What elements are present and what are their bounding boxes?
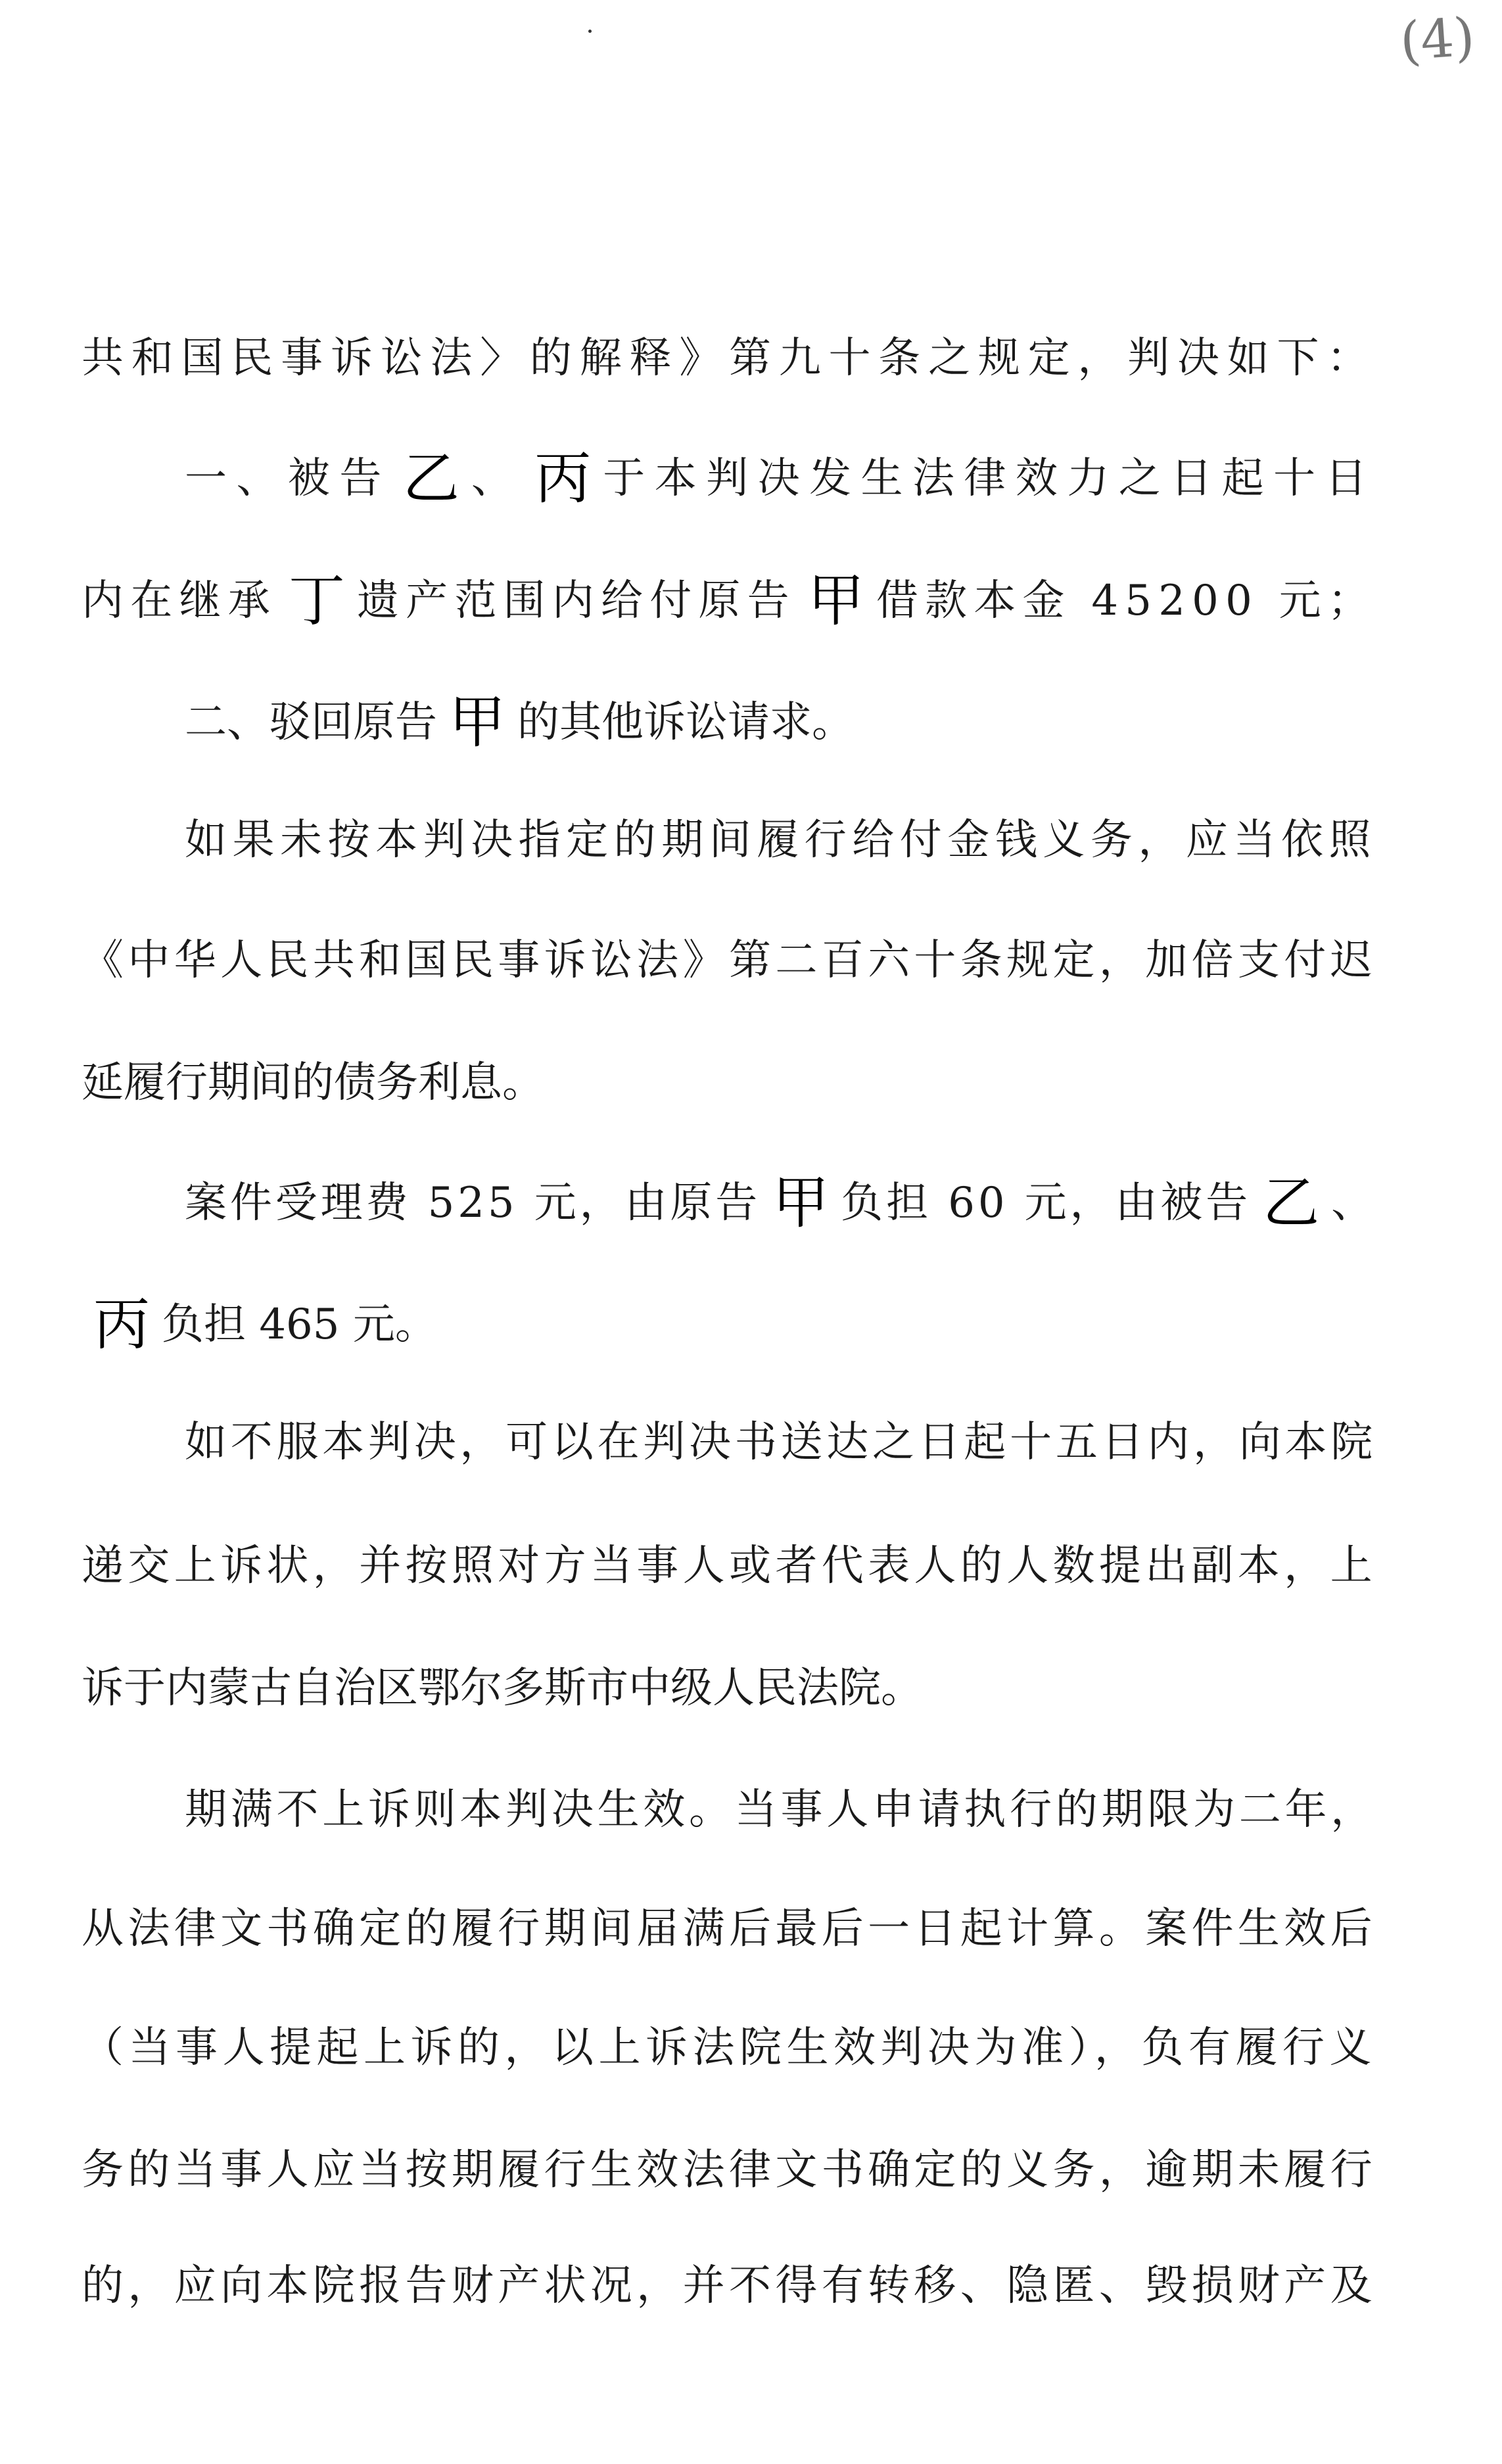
text-segment: （当事人提起上诉的，以上诉法院生效判决为准），负有履行义 [82, 2024, 1376, 2072]
text-line [82, 565, 1376, 637]
text-line [82, 1289, 437, 1361]
text-segment: 《中华人民共和国民事诉讼法》第二百六十条规定，加倍支付迟 [82, 936, 1376, 985]
text-segment: 案件受理费 525 元，由原告 [185, 1179, 761, 1227]
text-segment: 于本判决发生法律效力之日起十日 [603, 454, 1377, 503]
redacted-party-name: 丙 [523, 442, 603, 515]
text-segment: 的，应向本院报告财产状况，并不得有转移、隐匿、毁损财产及 [82, 2262, 1376, 2310]
text-segment: 、 [1331, 1179, 1377, 1227]
text-line [82, 1652, 923, 1724]
text-segment: 共和国民事诉讼法〉的解释》第九十条之规定，判决如下： [82, 334, 1376, 383]
text-line [185, 804, 1376, 876]
redacted-party-name: 丁 [277, 565, 357, 637]
text-segment: 诉于内蒙古自治区鄂尔多斯市中级人民法院。 [82, 1664, 923, 1713]
text-line [185, 1774, 1376, 1846]
text-segment: 从法律文书确定的履行期间届满后最后一日起计算。案件生效后 [82, 1905, 1376, 1953]
text-line [82, 1047, 544, 1119]
text-segment: 负担 60 元，由被告 [841, 1179, 1252, 1227]
text-line [82, 1530, 1376, 1602]
text-line [82, 2012, 1376, 2084]
text-segment: 务的当事人应当按期履行生效法律文书确定的义务，逾期未履行 [82, 2146, 1376, 2194]
text-line [185, 1167, 1376, 1239]
redacted-party-name: 甲 [437, 686, 517, 759]
text-line [82, 2134, 1376, 2206]
text-segment: 延履行期间的债务利息。 [82, 1058, 544, 1107]
text-line [82, 1893, 1376, 1965]
text-segment: 期满不上诉则本判决生效。当事人申请执行的期限为二年， [185, 1786, 1376, 1834]
text-line [82, 924, 1376, 997]
text-segment: 的其他诉讼请求。 [517, 698, 854, 747]
text-segment: 负担 465 元。 [162, 1300, 437, 1349]
text-line [82, 322, 1376, 394]
text-segment: 递交上诉状，并按照对方当事人或者代表人的人数提出副本，上 [82, 1542, 1376, 1590]
text-line [185, 686, 854, 759]
text-segment: 一、被告 [185, 454, 391, 503]
text-segment: 如不服本判决，可以在判决书送达之日起十五日内，向本院 [185, 1418, 1376, 1467]
text-line [185, 442, 1376, 515]
redacted-party-name: 乙 [1251, 1167, 1331, 1239]
text-segment: 遗产范围内给付原告 [356, 577, 796, 625]
redacted-party-name: 丙 [82, 1289, 162, 1361]
text-line [185, 1406, 1376, 1479]
redacted-party-name: 甲 [796, 565, 876, 637]
text-segment: 借款本金 45200 元； [876, 577, 1377, 625]
text-segment: 二、驳回原告 [185, 698, 437, 747]
redacted-party-name: 乙 [391, 442, 471, 515]
page-number-mark: (4) [1397, 6, 1477, 72]
redacted-party-name: 甲 [761, 1167, 841, 1239]
text-segment: 、 [471, 454, 523, 503]
text-segment: 如果未按本判决指定的期间履行给付金钱义务，应当依照 [185, 816, 1376, 865]
scan-speck [588, 30, 592, 33]
text-segment: 内在继承 [82, 577, 277, 625]
text-line [82, 2250, 1376, 2322]
